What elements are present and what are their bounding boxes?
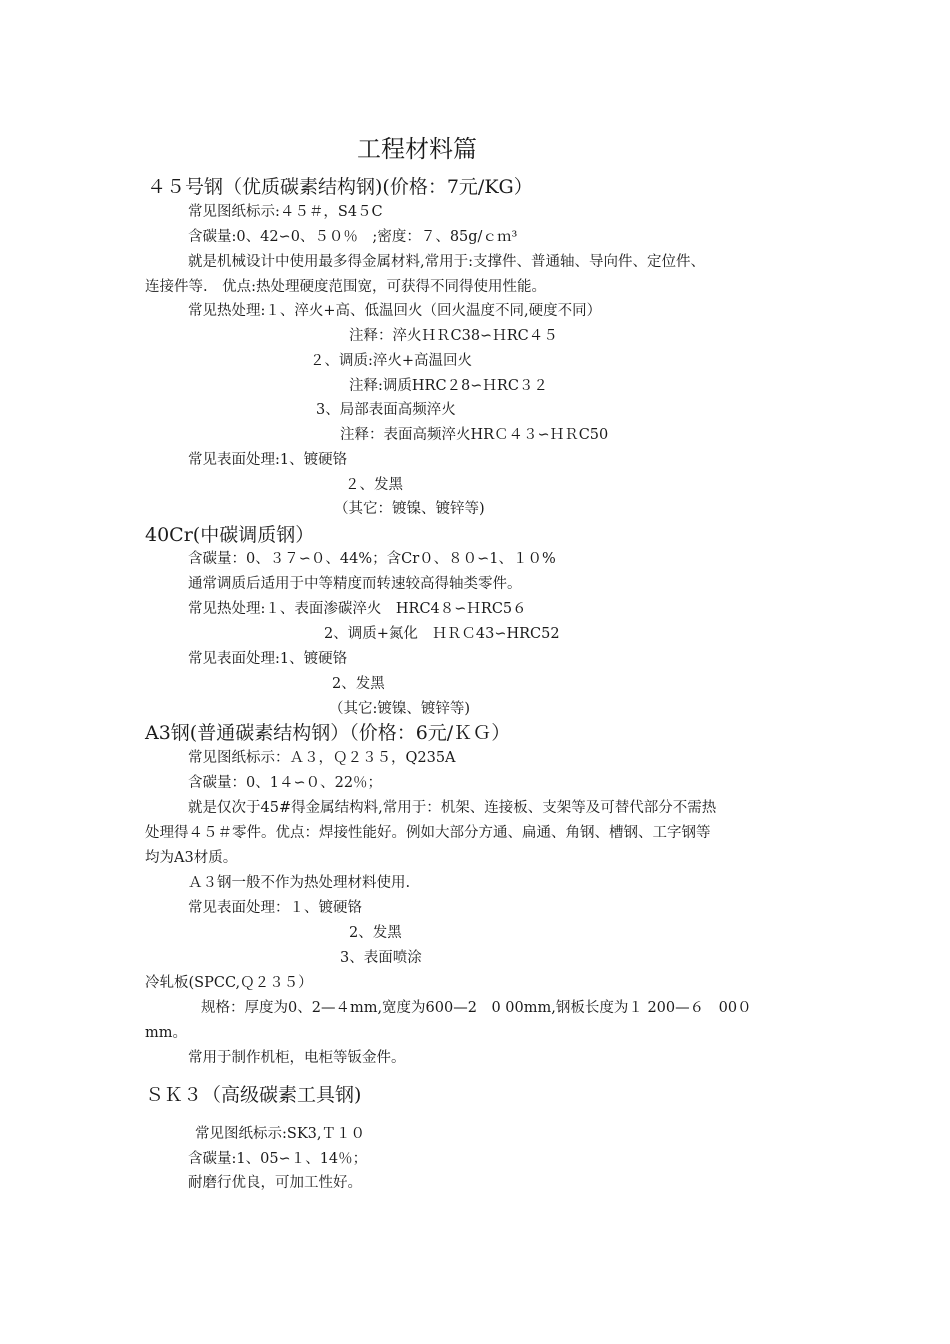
text-line: 通常调质后适用于中等精度而转速较高得轴类零件。: [188, 576, 522, 592]
page-title: 工程材料篇: [357, 135, 477, 163]
section-heading-a3-steel: A3钢(普通碳素结构钢）（价格：6元/ＫＧ）: [145, 722, 511, 744]
text-line: 含碳量：0、1４∽０、22％；: [188, 775, 383, 791]
text-line: 耐磨行优良，可加工性好。: [188, 1175, 362, 1191]
text-line: ２、调质:淬火+高温回火: [310, 353, 473, 369]
text-line: mm。: [145, 1025, 187, 1041]
text-line: 含碳量:0、42∽0、５０％ ;密度：７、85g/ｃｍ³: [188, 229, 518, 245]
text-line: （其它：镀镍、镀锌等): [334, 501, 485, 517]
text-line: 注释：表面高频淬火HRＣ４３∽ＨＲC50: [340, 427, 609, 443]
text-line: Ａ３钢一般不作为热处理材料使用.: [188, 875, 411, 891]
text-line: 常见表面处理:1、镀硬铬: [188, 452, 348, 468]
text-line: 注释：淬火ＨＲC38∽ＨRC４５: [349, 328, 558, 344]
section-heading-cold-rolled-plate: 冷轧板(SPCC,Ｑ２３５）: [145, 975, 313, 991]
text-line: ２、发黑: [345, 477, 403, 493]
text-line: 2、发黑: [332, 676, 385, 692]
section-heading-sk3: ＳＫ３（高级碳素工具钢): [145, 1084, 362, 1106]
section-heading-45-steel: ４５号钢（优质碳素结构钢)(价格：7元/KG）: [147, 176, 533, 198]
text-line: 常用于制作机柜，电柜等钣金件。: [188, 1050, 406, 1066]
text-line: 2、调质+氮化 ＨＲＣ43∽HRC52: [324, 626, 560, 642]
text-line: 注释:调质HRC２8∽ＨRC３２: [349, 378, 548, 394]
text-line: 就是仅次于45#得金属结构料,常用于：机架、连接板、支架等及可替代部分不需热: [188, 800, 717, 816]
section-heading-40cr: 40Cr(中碳调质钢）: [145, 524, 315, 546]
text-line: 就是机械设计中使用最多得金属材料,常用于:支撑件、普通轴、导向件、定位件、: [188, 254, 705, 270]
text-line: 3、表面喷涂: [340, 950, 422, 966]
text-line: 常见图纸标示:SK3,Ｔ１０: [195, 1126, 365, 1142]
text-line: 处理得４５＃零件。优点：焊接性能好。例如大部分方通、扁通、角钢、槽钢、工字钢等: [145, 825, 711, 841]
text-line: 常见表面处理:1、镀硬铬: [188, 651, 348, 667]
text-line: 常见热处理:１、表面渗碳淬火 HRC4８∽ＨRC5６: [188, 601, 527, 617]
text-line: 常见表面处理：１、镀硬铬: [188, 900, 362, 916]
text-line: 常见热处理:１、淬火+高、低温回火（回火温度不同,硬度不同）: [188, 303, 602, 319]
text-line: 常见图纸标示：Ａ３，Ｑ２３５，Q235A: [188, 750, 456, 766]
text-line: 均为A3材质。: [145, 850, 238, 866]
text-line: 2、发黑: [349, 925, 402, 941]
text-line: 连接件等. 优点:热处理硬度范围宽，可获得不同得使用性能。: [145, 279, 546, 295]
text-line: （其它:镀镍、镀锌等): [329, 701, 471, 717]
text-line: 含碳量:1、05∽１、14％；: [188, 1151, 368, 1167]
text-line: 3、局部表面高频淬火: [316, 402, 456, 418]
text-line: 规格：厚度为0、2—４mm,宽度为600—2 0 00mm,钢板长度为１ 200—６ 00０: [201, 1000, 752, 1016]
text-line: 常见图纸标示:４５＃，S4５C: [188, 204, 383, 220]
text-line: 含碳量：0、３７∽０、44%；含Cr０、８０∽1、１０%: [188, 551, 556, 567]
